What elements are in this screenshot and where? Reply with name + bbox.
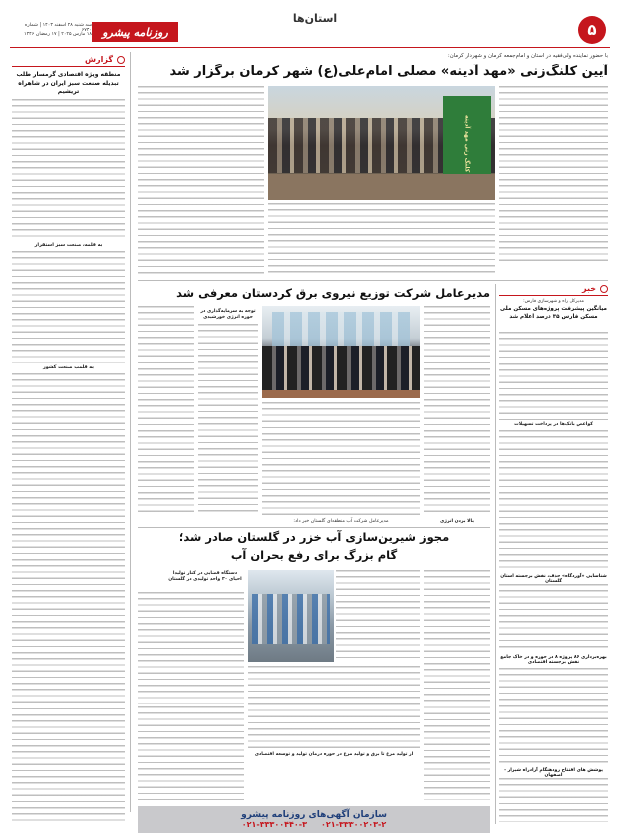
story3-body-mid-top	[336, 570, 420, 662]
factory-machinery	[252, 594, 330, 644]
news-icon	[600, 285, 608, 293]
story2-body-far-left	[138, 306, 194, 516]
header-divider	[10, 47, 610, 48]
report-tag-label: گزارش	[84, 55, 113, 64]
brief-body-1	[499, 332, 608, 420]
brief-kicker: مدیرکل راه و شهرسازی فارس:	[523, 299, 584, 304]
sidebar-body-1	[12, 99, 125, 241]
ad-banner	[138, 806, 490, 833]
story2-subhead-2: بالا بردن انرژی	[440, 519, 474, 524]
story1-kicker: با حضور نماینده ولی‌فقیه در استان و امام‌جمعه کرمان و شهردار کرمان:	[447, 53, 608, 59]
story1-headline: آیین کلنگ‌زنی «مهد آدینه» مصلی امام‌علی(ع) شهر کرمان برگزار شد	[169, 64, 608, 79]
story2-body-mid	[262, 402, 420, 516]
story3-body-left-top	[138, 592, 244, 704]
report-icon	[117, 56, 125, 64]
side-body-2	[499, 668, 608, 764]
story3-subhead-2: از تولید مرغ تا برق و تولید مرغ در حوزه درمان تولید و توسعه اقتصادی	[254, 752, 414, 757]
story3-headline-2: گام بزرگ برای رفع بحران آب	[230, 548, 398, 562]
story3-body-left-bottom	[138, 706, 244, 800]
story2-body-right	[424, 306, 490, 516]
ad-phone-1: ۰۲۱-۳۳۳۰۰۴۴۰-۳	[241, 820, 307, 829]
sidebar-divider	[130, 52, 131, 812]
side-subhead-3: پوشش های افتتاح زودهنگام آزادراه شیراز - اصفهان	[504, 768, 603, 778]
story3-subhead-1: دستگاه قضایی در کنار تولیدا احیای ۳۰ واحد تولیدی در گلستان	[168, 571, 242, 582]
story3-body-right	[424, 570, 490, 800]
floor	[262, 390, 420, 398]
story1-body-right	[499, 86, 608, 264]
sidebar-body-3	[12, 373, 125, 825]
brief-tag-bar	[499, 284, 608, 296]
story2-subhead-1: توجه به سرمایه‌گذاری در حوزه انرژی خورشیدی	[200, 309, 256, 320]
sidebar-headline: منطقه ویژه اقتصادی گرمسار طلب تبدیله صنعت سبز ایران در شاهراه تریشیم	[16, 71, 121, 95]
page-number: ۵	[587, 21, 597, 39]
story3-body-mid-bottom	[248, 666, 420, 750]
story3-headline-1: مجوز شیرین‌سازی آب خزر در گلستان صادر شد؛	[178, 530, 450, 544]
sidebar-subhead-1: به قلمه، صنعت سبز استقرار	[34, 243, 103, 248]
ad-label: سازمان آگهی‌های روزنامه پیشرو	[241, 810, 387, 820]
story1-body-mid	[268, 203, 495, 275]
sidebar-body-2	[12, 251, 125, 363]
page-number-badge	[578, 16, 606, 44]
side-subhead-1: شناسایی «آوردگاه» حذف، نقش برجسته استان گلستان	[500, 574, 607, 584]
story1-photo	[268, 86, 495, 200]
sidebar-report-tag	[12, 55, 125, 67]
logo-box	[92, 22, 178, 42]
date-line-1: سه شنبه ۲۸ اسفند ۱۴۰۳ | شماره ۶۷۴۰	[24, 23, 92, 33]
side-subhead-2: بهره‌برداری ۸۶ پروژه ۸ در حوزه و در خاک جامع نقش برجسته اقتصادی	[500, 655, 607, 665]
people-row	[262, 346, 420, 390]
story2-photo	[262, 306, 420, 398]
page-header	[0, 0, 620, 48]
date-line-2: ۱۸ مارس ۲۰۲۵ | ۱۷ رمضان ۱۴۴۶	[24, 32, 92, 37]
ad-phone-2: ۰۲۱-۳۳۳۰۰۲۰۳-۲	[321, 820, 387, 829]
story3-photo	[248, 570, 334, 662]
story3-kicker: مدیرعامل شرکت آب منطقه‌ای گلستان خبر داد:	[293, 519, 389, 524]
brief-tag-label: خبر	[581, 284, 596, 293]
side-body-3	[499, 778, 608, 822]
newspaper-logo: روزنامه پیشرو	[102, 25, 168, 39]
brief-headline: میانگین پیشرفت پروژه‌های مسکن ملی مسکن فارس ۳۵ درصد اعلام شد	[500, 306, 607, 320]
side-body-1	[499, 584, 608, 652]
brief-body-2	[499, 430, 608, 570]
story2-headline: مدیرعامل شرکت توزیع نیروی برق کردستان معرفی شد	[176, 286, 490, 300]
brief-divider	[495, 284, 496, 824]
brief-subhead: کواعص بانک‌ها در پرداخت تسهیلات	[514, 422, 593, 427]
section-title: استان‌ها	[292, 12, 338, 25]
story2-body-left-top	[198, 324, 258, 516]
sidebar-subhead-2: به قلمب صنعت کشور	[43, 365, 94, 370]
ground	[268, 174, 495, 200]
banner-text: کلنگ زنی مهد آدینه	[463, 114, 471, 173]
story1-divider	[138, 280, 608, 281]
story1-body-left	[138, 86, 264, 275]
story2-divider	[138, 527, 490, 528]
